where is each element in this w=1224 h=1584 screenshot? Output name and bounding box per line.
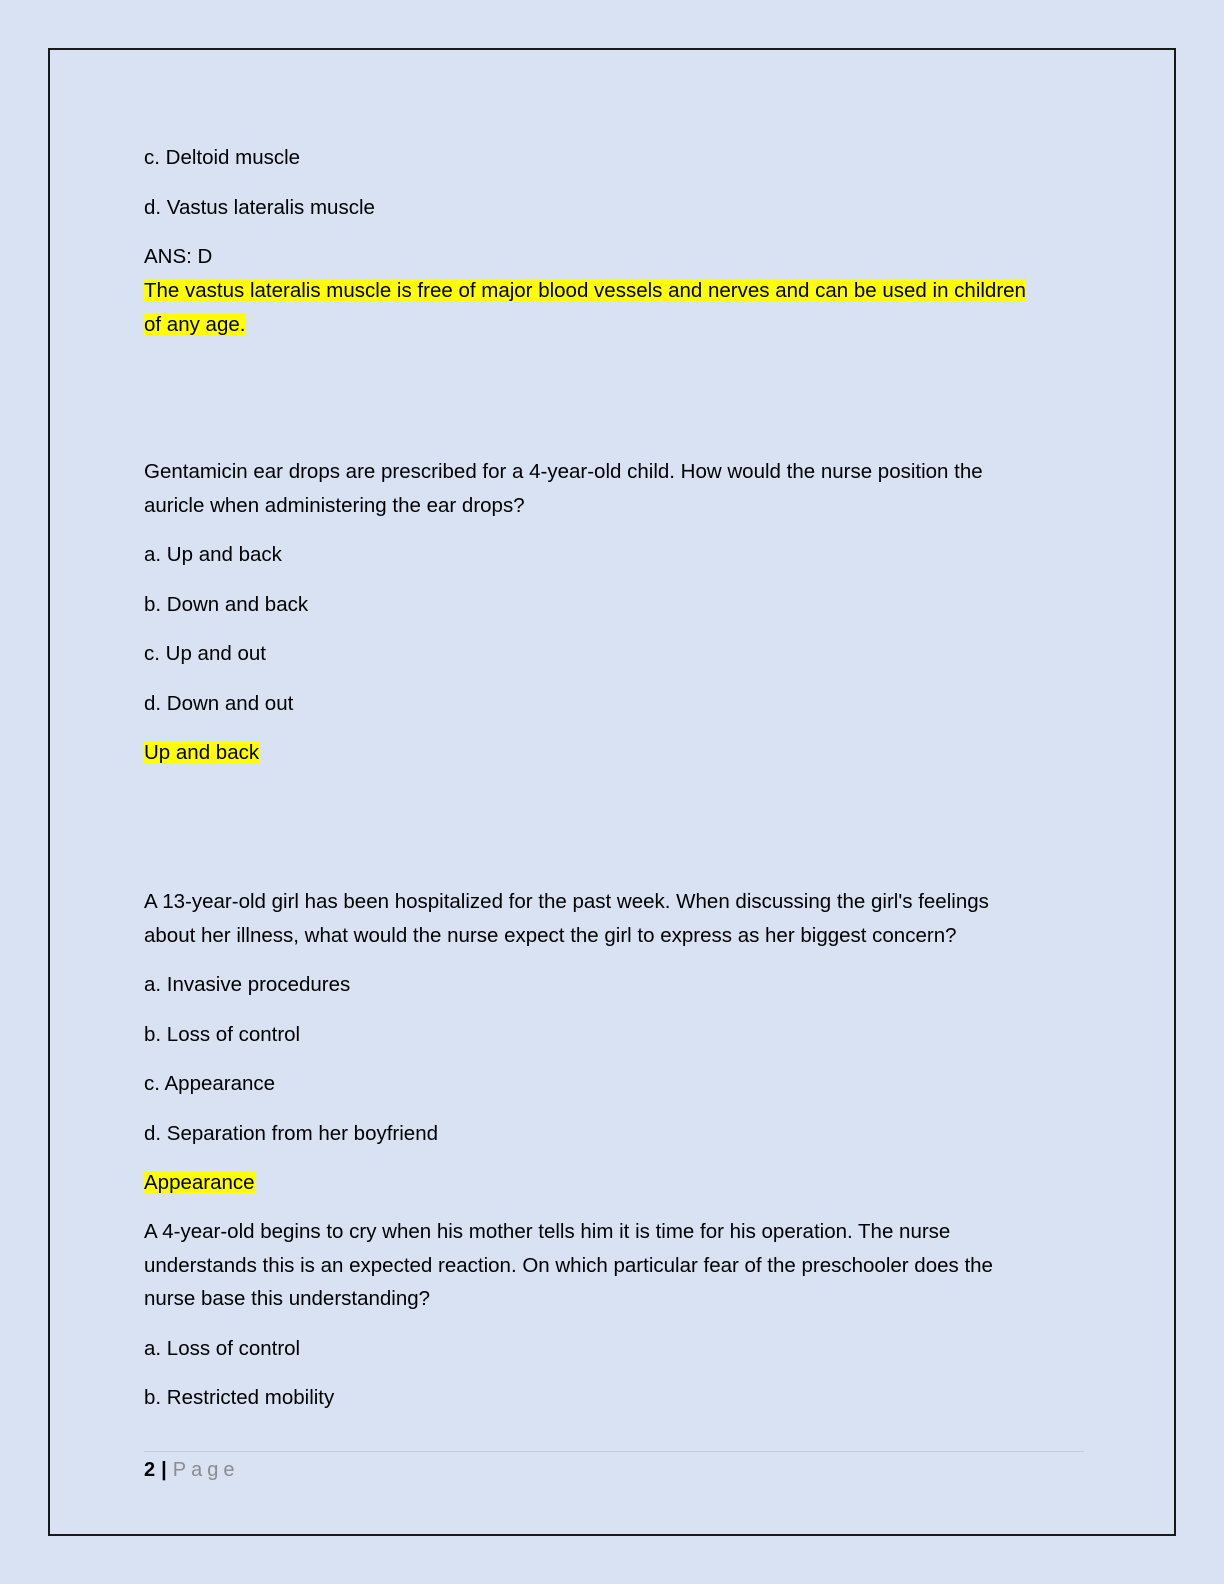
page-footer [144,1455,239,1485]
q4-option-a: a. Loss of control [144,1337,301,1360]
q3-question-line1: A 13-year-old girl has been hospitalized for the past week. When discussing the girl's feelings [144,890,989,913]
q2-answer [144,736,259,770]
q2-question-line2: auricle when administering the ear drops? [144,494,525,517]
q3-option-c: c. Appearance [144,1072,276,1095]
q2-question-line1: Gentamicin ear drops are prescribed for a 4-year-old child. How would the nurse position the [144,460,983,483]
q1-answer: ANS: D [144,245,213,268]
q1-option-c: c. Deltoid muscle [144,146,301,169]
footer-separator: | [161,1459,167,1481]
footer-divider [144,1451,1084,1452]
q1-option-d: d. Vastus lateralis muscle [144,196,375,219]
q1-rationale-line2: of any age. [144,313,246,336]
q1-rationale [144,274,1026,308]
q3-option-d: d. Separation from her boyfriend [144,1122,438,1145]
q2-answer-text: Up and back [144,741,260,764]
page-number: 2 [144,1459,156,1481]
q2-option-c: c. Up and out [144,642,266,665]
q4-question-line2: understands this is an expected reaction. On which particular fear of the preschooler does the [144,1254,993,1277]
q3-option-b: b. Loss of control [144,1023,301,1046]
q4-question-line1: A 4-year-old begins to cry when his mother tells him it is time for his operation. The nurse [144,1220,951,1243]
q2-option-b: b. Down and back [144,593,309,616]
q4-option-b: b. Restricted mobility [144,1386,335,1409]
q1-rationale-cont [144,308,245,342]
q3-answer [144,1166,255,1200]
q1-rationale-line1: The vastus lateralis muscle is free of major blood vessels and nerves and can be used in children [144,279,1026,302]
q4-question-line3: nurse base this understanding? [144,1287,431,1310]
q3-option-a: a. Invasive procedures [144,973,351,996]
q2-option-d: d. Down and out [144,692,294,715]
q3-question-line2: about her illness, what would the nurse expect the girl to express as her biggest concern? [144,924,957,947]
q3-answer-text: Appearance [144,1171,255,1194]
q2-option-a: a. Up and back [144,543,282,566]
page-label: Page [172,1459,240,1481]
